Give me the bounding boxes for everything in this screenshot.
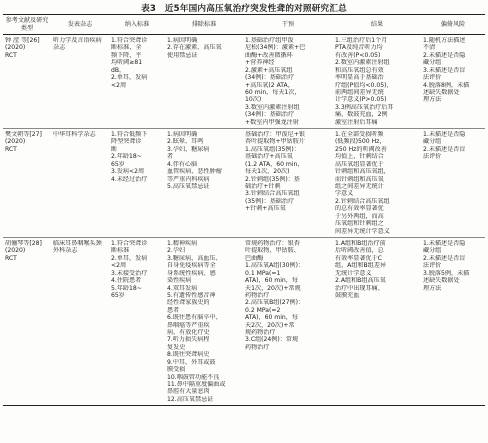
cell-line: (34例)：基础治疗: [245, 74, 295, 82]
cell-line: 2.针刺结合高压氧组: [335, 197, 390, 205]
intervention-cell: [243, 35, 333, 129]
cell-line: 藏分组: [423, 59, 442, 67]
cell-line: 8.既往突聋病史: [167, 351, 210, 359]
cell-line: 钟 滢 等[26]: [5, 37, 40, 44]
cell-line: 经性聋家族史的: [167, 299, 210, 307]
cell-line: 外科杂志: [53, 247, 78, 255]
cell-line: 2.单耳，发病: [111, 74, 148, 82]
inclusion-cell: [109, 237, 165, 405]
cell-line: 巴曲酶: [245, 254, 264, 262]
cell-line: 组，A组和B组差异: [335, 262, 387, 270]
cell-line: 述缺失数据处: [423, 88, 460, 96]
cell-line: +高压氧(2 ATA，: [245, 81, 294, 89]
cell-line: 胡俪琴等[28]: [5, 239, 42, 247]
cell-line: +针刺+高压氧: [245, 205, 286, 213]
cell-line: 组之间差异无统计: [335, 183, 384, 191]
intervention-cell: [243, 129, 333, 238]
cell-line: 血管疾病、恶性肿瘤: [167, 168, 222, 176]
cell-line: 于另外两组，而高: [335, 212, 384, 220]
cell-line: 5.高压氧禁忌证: [167, 183, 210, 191]
cell-line: 1.未描述是否隐: [423, 131, 466, 139]
cell-line: 250 Hz的听阈改善: [335, 145, 387, 153]
cell-line: 2.高压氧B组(27例)：: [245, 299, 305, 307]
cell-line: 天2次，20次)+常: [245, 321, 295, 329]
cell-line: (2020): [5, 44, 26, 52]
cell-line: 3.C组(24例)：常规: [245, 336, 299, 344]
cell-line: RCT: [5, 51, 17, 59]
ref-cell: [3, 35, 51, 129]
table-row: [3, 237, 485, 405]
risk-cell: [421, 237, 485, 405]
cell-line: 3.发病<2周: [111, 168, 145, 176]
cell-line: 3.数室内激素注射组: [245, 103, 300, 111]
cell-line: 有改善(P<0.05): [335, 51, 381, 59]
cell-line: <2周: [111, 262, 127, 270]
cell-line: 65岁: [111, 291, 125, 299]
risk-cell: [421, 129, 485, 238]
journal-cell: [51, 237, 109, 405]
cell-line: 2.激素+高压氧组: [245, 66, 293, 74]
cell-line: 使用禁忌证: [167, 51, 198, 59]
comparison-table: [3, 14, 485, 406]
cell-line: 临床耳鼻咽喉头颈: [53, 239, 102, 247]
cell-line: 鼻咽癌等严重疾: [167, 321, 210, 329]
cell-line: 2.数室内激素注射组: [335, 59, 390, 67]
cell-line: 述缺失数据处: [423, 277, 460, 285]
cell-line: 4.未经过治疗: [111, 175, 148, 183]
cell-line: 不清: [423, 44, 436, 52]
cell-line: 降型突聋诊: [111, 138, 142, 146]
cell-line: 和高压氧组总有效: [335, 66, 384, 74]
cell-line: 1.基础治疗组甲泼: [245, 37, 294, 44]
cell-line: 3.未描述是否盲: [423, 66, 466, 74]
cell-line: 理方法: [423, 96, 442, 104]
cell-line: +营养神经: [245, 59, 275, 67]
cell-line: 听力学及言语疾病: [53, 37, 102, 44]
cell-line: 1.病因明确: [167, 37, 198, 44]
cell-line: 高压氧组显著优于: [335, 160, 384, 168]
cell-line: 1.三组治疗后1个月: [335, 37, 388, 44]
results-cell: [333, 237, 421, 405]
cell-line: 2.未描述是否盲: [423, 254, 466, 262]
cell-line: (低频段)500 Hz，: [335, 138, 386, 146]
ref-cell: [3, 237, 51, 405]
cell-line: 鼻腔有大量息肉: [167, 388, 210, 396]
cell-line: 1.未描述是否隐: [423, 239, 466, 247]
cell-line: (1.2 ATA，60 min，: [245, 160, 304, 168]
cell-line: 1.符合突聋诊: [111, 239, 148, 247]
cell-line: RCT: [5, 254, 17, 262]
cell-line: 中华耳科学杂志: [53, 131, 96, 139]
journal-cell: [51, 35, 109, 129]
cell-line: 间差异无统计学意义: [335, 227, 390, 235]
inclusion-cell: [109, 35, 165, 129]
cell-line: 痛，数鼓充血，2例: [335, 111, 388, 119]
cell-line: 基础治疗：甲泼尼+银: [245, 131, 305, 139]
cell-line: 鼓膜充血: [335, 291, 360, 299]
cell-line: 藏分组: [423, 247, 442, 255]
cell-line: 无统计学意义: [335, 269, 372, 277]
cell-line: 1.在全部受损听频: [335, 131, 384, 139]
cell-line: 法评价: [423, 262, 442, 270]
cell-line: 断标准: [111, 247, 130, 255]
inclusion-cell: [109, 129, 165, 238]
cell-line: 础治疗+针刺: [245, 183, 281, 191]
cell-line: 理方法: [423, 284, 442, 292]
cell-line: 樊文朝等[27]: [5, 131, 42, 139]
col-header-inclusion: 纳入标准: [109, 15, 165, 35]
cell-line: RCT: [5, 145, 17, 153]
cell-line: 1.符合低频下: [111, 131, 148, 139]
cell-line: 杏叶提取物+甲钴胺片: [245, 138, 305, 146]
cell-line: 1.符合突聋诊: [111, 37, 148, 44]
table-row: [3, 35, 485, 129]
exclusion-cell: [165, 35, 243, 129]
cell-line: +数室内甲强龙注射: [245, 118, 299, 126]
cell-line: 10.咽鼓管功能不良: [167, 373, 220, 381]
cell-line: 等严重内科疾病: [167, 175, 210, 183]
cell-line: 2.年龄18~: [111, 153, 142, 161]
cell-line: 2.单耳，发病: [111, 254, 148, 262]
cell-line: 频下降，平: [111, 51, 142, 59]
cell-line: 2.A组和B组高压氧: [335, 277, 386, 285]
cell-line: 规药物治疗: [245, 329, 276, 337]
journal-cell: [51, 129, 109, 238]
cell-line: 自身免疫疾病等全: [167, 262, 216, 270]
cell-line: 法评价: [423, 74, 442, 82]
cell-line: 2.未描述是否盲: [423, 145, 466, 153]
cell-line: (2020): [5, 138, 26, 146]
cell-line: 3.针刺结合高压氧组: [245, 190, 300, 198]
cell-line: 1.病因明确: [167, 131, 198, 139]
cell-line: 染性疾病: [167, 277, 192, 285]
cell-line: 尼松(34例)：激素+巴: [245, 44, 306, 52]
cell-line: 4.双耳发病: [167, 284, 198, 292]
cell-line: 0.2 MPa(=2: [245, 306, 281, 314]
cell-line: 的总有效率显著优: [335, 205, 384, 213]
cell-line: 断标准，全: [111, 44, 142, 52]
cell-line: 4.伴有心脑: [167, 160, 198, 168]
cell-line: 有效率显著优于C: [335, 254, 382, 262]
cell-line: 率明显高于基础治: [335, 74, 384, 82]
cell-line: 0.1 MPa(=1: [245, 269, 281, 277]
cell-line: 3.孕妇、糖尿病: [167, 145, 210, 153]
cell-line: 药物治疗: [245, 343, 270, 351]
table-title: 表3 近5年国内高压氧治疗突发性聋的对照研究汇总: [141, 4, 347, 14]
cell-line: 叶提取物、甲钴胺、: [245, 247, 300, 255]
cell-line: 基础治疗+高压氧: [245, 153, 293, 161]
cell-line: 均值上，针刺结合: [335, 153, 384, 161]
col-header-journal: 发表杂志: [51, 15, 109, 35]
col-header-risk: 偏倚风险: [421, 15, 485, 35]
results-cell: [333, 129, 421, 238]
cell-line: 法评价: [423, 153, 442, 161]
cell-line: 3.脱落5例，未描: [423, 269, 470, 277]
cell-line: 患者: [167, 306, 180, 314]
cell-line: 前两组间差异无统: [335, 88, 384, 96]
cell-line: 4.脱落8例，未描: [423, 81, 470, 89]
col-header-ref: 参考文献及研究类型: [3, 15, 51, 35]
cell-line: 天1次，20次)+常规: [245, 284, 301, 292]
results-cell: [333, 35, 421, 129]
cell-line: dB，: [111, 66, 126, 74]
cell-line: <2周: [111, 81, 127, 89]
cell-line: 7.听力损失病程: [167, 336, 210, 344]
cell-line: 2.眩晕、耳鸣: [167, 138, 204, 146]
cell-line: 而针刺组和高压氧: [335, 175, 384, 183]
cell-line: 5.有遗传性感音神: [167, 291, 216, 299]
cell-line: 藏分组: [423, 138, 442, 146]
cell-line: 疗组(P值均<0.05)，: [335, 81, 393, 89]
cell-line: 2.针刺组(35例)：基: [245, 175, 300, 183]
cell-line: 杂志: [53, 44, 66, 52]
cell-line: ATA)，60 min，每: [245, 277, 298, 285]
cell-line: 3.糖尿病、高血压、: [167, 254, 222, 262]
cell-line: 激室注射后耳痛: [335, 118, 378, 126]
col-header-intervention: 干预: [243, 15, 333, 35]
cell-line: (35例)：基础治疗: [245, 197, 295, 205]
cell-line: 针刺组和高压氧组，: [335, 168, 390, 176]
cell-line: 1.随机方法描述: [423, 37, 466, 44]
cell-line: 者: [167, 153, 174, 161]
cell-line: PTA及纯音听力均: [335, 44, 383, 52]
exclusion-cell: [165, 237, 243, 405]
header-row: [3, 15, 485, 35]
cell-line: 3.未接受治疗: [111, 269, 148, 277]
col-header-exclusion: 排除标准: [165, 15, 243, 35]
cell-line: 4.住院患者: [111, 277, 142, 285]
cell-line: 治疗中出现耳痛、: [335, 284, 384, 292]
cell-line: 1.A组和B组治疗前: [335, 239, 386, 247]
cell-line: 65岁: [111, 160, 125, 168]
cell-line: 6.既往患有脑卒中、: [167, 314, 222, 322]
cell-line: (34例)：基础治疗: [245, 111, 295, 119]
col-header-results: 结果: [333, 15, 421, 35]
cell-line: 11.鼻中隔重度偏曲或: [167, 380, 226, 388]
cell-line: 计学意义(P>0.05): [335, 96, 387, 104]
cell-line: 病，有放化疗史: [167, 329, 210, 337]
cell-line: 常规药物治疗：银杏: [245, 239, 300, 247]
risk-cell: [421, 35, 485, 129]
intervention-cell: [243, 237, 333, 405]
cell-line: 药物治疗: [245, 291, 270, 299]
cell-line: 复发史: [167, 343, 186, 351]
cell-line: 3.3例高压氧治疗后耳: [335, 103, 394, 111]
cell-line: 1.精神疾病: [167, 239, 198, 247]
cell-line: (2020): [5, 247, 26, 255]
cell-line: ATA)，60 min，每: [245, 314, 298, 322]
cell-line: 12.高压氧禁忌证: [167, 395, 214, 403]
table-row: [3, 129, 485, 238]
cell-line: 膜受损: [167, 366, 186, 374]
cell-line: 10次): [245, 96, 262, 104]
cell-line: 后听阈改善值，总: [335, 247, 384, 255]
cell-line: 9.中耳、外耳或鼓: [167, 358, 216, 366]
cell-line: 身系统性疾病、感: [167, 269, 216, 277]
cell-line: 2.存在激素、高压氧: [167, 44, 222, 52]
cell-line: 5.年龄18~: [111, 284, 142, 292]
cell-line: 曲酶+改善微循环: [245, 51, 293, 59]
cell-line: 均听阈≥81: [111, 59, 143, 67]
cell-line: 压氧组和针刺组之: [335, 220, 384, 228]
cell-line: 2.未描述是否隐: [423, 51, 466, 59]
cell-line: 1.高压氧A组(30例)：: [245, 262, 305, 270]
cell-line: 1.高压氧组(35例)：: [245, 145, 300, 153]
cell-line: 60 min，每天1次，: [245, 88, 301, 96]
exclusion-cell: [165, 129, 243, 238]
cell-line: 2.孕妇: [167, 247, 186, 255]
cell-line: 每天1次，20次): [245, 168, 290, 176]
ref-cell: [3, 129, 51, 238]
cell-line: 学意义: [335, 190, 354, 198]
cell-line: 断: [111, 145, 118, 153]
